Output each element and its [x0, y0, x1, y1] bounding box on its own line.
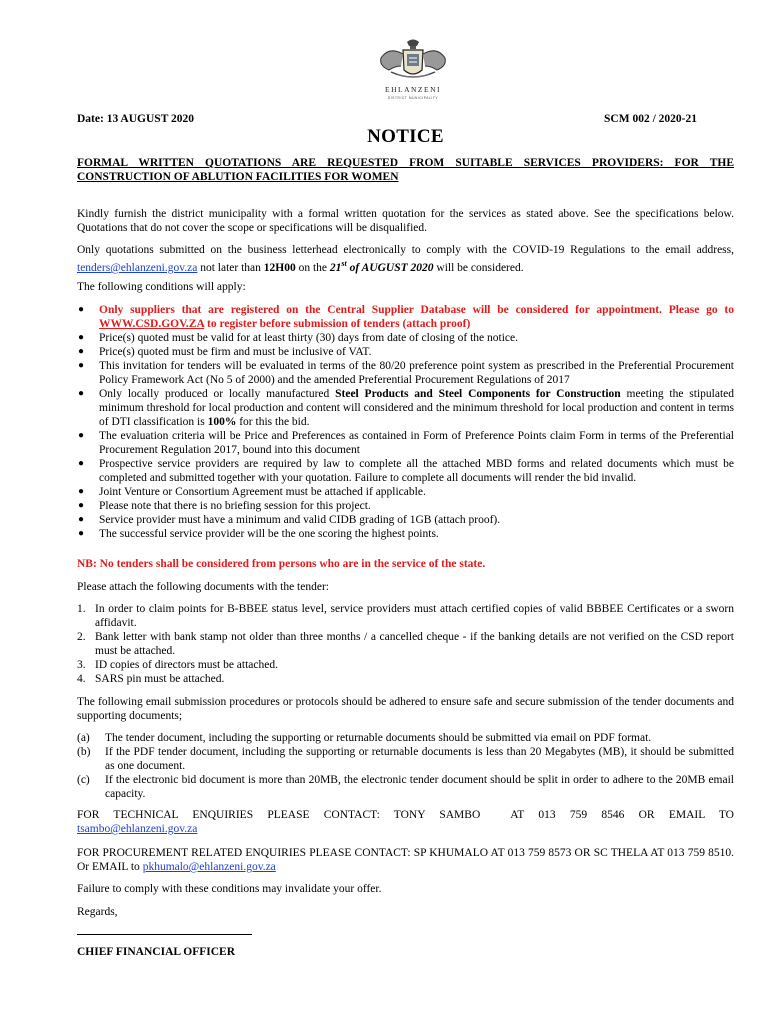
bullet-icon: ●	[78, 430, 85, 441]
condition-item	[77, 485, 734, 499]
regards-text: Regards,	[77, 906, 118, 918]
item-number: (b)	[77, 746, 91, 758]
document-text: SARS pin must be attached.	[95, 673, 225, 685]
item-number: (a)	[77, 732, 90, 744]
submission-text: on the	[295, 261, 330, 274]
document-text: Bank letter with bank stamp not older than three months / a cancelled cheque - if the banking details are not verified on the CSD report must be attached.	[95, 631, 734, 657]
page-title: NOTICE	[367, 126, 444, 147]
date-row	[77, 112, 697, 126]
procedure-text: The tender document, including the supporting or returnable documents should be submitted via email on PDF format.	[105, 732, 652, 744]
tenders-email-link[interactable]: tenders@ehlanzeni.gov.za	[77, 261, 198, 274]
failure-note: Failure to comply with these conditions may invalidate your offer.	[77, 883, 382, 895]
bullet-icon: ●	[78, 500, 85, 511]
condition-text: This invitation for tenders will be evaluated in terms of the 80/20 preference point system as prescribed in the Preferential Procurement Policy Framework Act (No 5 of 2000) and the amended Preferential Procurement Regulations of 2017	[99, 360, 734, 386]
procedure-text: If the electronic bid document is more than 20MB, the electronic tender document should be split in order to adhere to the 20MB email capacity.	[105, 774, 734, 800]
conditions-intro: The following conditions will apply:	[77, 281, 246, 293]
condition-text: Price(s) quoted must be firm and must be inclusive of VAT.	[99, 346, 372, 358]
local-content-threshold: 100%	[207, 416, 237, 428]
condition-text: Only locally produced or locally manufactured	[99, 388, 336, 400]
condition-item	[77, 303, 734, 331]
item-number: 4.	[77, 673, 86, 685]
submission-paragraph	[77, 243, 734, 275]
submission-text: not later than	[197, 261, 264, 274]
condition-text: Prospective service providers are required by law to complete all the attached MBD forms and related documents which must be completed and submitted together with your quotation. Failure to complete all documents will render the bid invalid.	[99, 458, 734, 484]
deadline-day: 21	[329, 261, 342, 274]
bullet-icon: ●	[78, 514, 85, 525]
reference-number: SCM 002 / 2020-21	[604, 113, 697, 125]
procurement-contact-text: FOR PROCUREMENT RELATED ENQUIRIES PLEASE CONTACT: SP KHUMALO AT 013 759 8573 OR SC THELA AT 013 759 8510. Or EMAIL to	[77, 847, 734, 873]
bullet-icon: ●	[78, 360, 85, 371]
condition-text: Please note that there is no briefing session for this project.	[99, 500, 371, 512]
notice-heading: FORMAL WRITTEN QUOTATIONS ARE REQUESTED FROM SUITABLE SERVICES PROVIDERS: FOR THE CONSTRUCTION OF ABLUTION FACILITIES FOR WOMEN	[77, 157, 734, 183]
submission-text: will be considered.	[433, 261, 524, 274]
condition-item	[77, 429, 734, 457]
logo-text: EHLANZENI	[385, 85, 441, 94]
deadline-time: 12H00	[263, 261, 296, 274]
condition-item	[77, 457, 734, 485]
condition-item	[77, 359, 734, 387]
technical-contact-text: FOR TECHNICAL ENQUIRIES PLEASE CONTACT: TONY SAMBO	[77, 809, 481, 821]
signature-line	[77, 934, 252, 935]
procedures-list	[77, 731, 734, 801]
condition-text: to register before submission of tenders (attach proof)	[204, 318, 471, 330]
ehlanzeni-coat-of-arms-logo	[367, 36, 459, 104]
document-text: In order to claim points for B-BBEE status level, service providers must attach certified copies of valid BBBEE Certificates or a sworn affidavit.	[95, 603, 734, 629]
conditions-list	[77, 303, 734, 541]
item-number: 3.	[77, 659, 86, 671]
procedure-item	[77, 745, 734, 773]
item-number: (c)	[77, 774, 90, 786]
signatory-title: CHIEF FINANCIAL OFFICER	[77, 946, 236, 958]
document-text: ID copies of directors must be attached.	[95, 659, 278, 671]
condition-text: meeting the stipulated minimum threshold for local production and content will considered and the minimum threshold for local production and content in terms of DTI classification is	[99, 388, 734, 428]
deadline-day-suffix: st	[341, 259, 347, 268]
technical-contact-phone: AT 013 759 8546 OR EMAIL TO	[510, 809, 734, 821]
procedure-text: If the PDF tender document, including the supporting or returnable documents is less than 20 Megabytes (MB), it should be submitted as one document.	[105, 746, 734, 772]
condition-text: Service provider must have a minimum and valid CIDB grading of 1GB (attach proof).	[99, 514, 501, 526]
condition-text: for this the bid.	[236, 416, 310, 428]
deadline-month: of AUGUST 2020	[346, 261, 434, 274]
procedure-item	[77, 731, 734, 745]
email-procedures-intro: The following email submission procedures or protocols should be adhered to ensure safe and secure submission of the tender documents and supporting documents;	[77, 696, 734, 722]
item-number: 2.	[77, 631, 86, 643]
document-item	[77, 672, 734, 686]
nb-warning: NB: No tenders shall be considered from persons who are in the service of the state.	[77, 558, 486, 570]
technical-enquiries	[77, 808, 734, 822]
attach-intro: Please attach the following documents with the tender:	[77, 581, 329, 593]
condition-text: Only suppliers that are registered on the Central Supplier Database will be considered for appointment. Please go to	[99, 304, 734, 316]
document-item	[77, 658, 734, 672]
condition-item	[77, 499, 734, 513]
bullet-icon: ●	[78, 528, 85, 539]
condition-bold-text: Steel Products and Steel Components for Construction	[335, 388, 621, 400]
condition-item	[77, 331, 734, 345]
bullet-icon: ●	[78, 486, 85, 497]
procurement-enquiries	[77, 846, 734, 874]
condition-text: The evaluation criteria will be Price and Preferences as contained in Form of Preference Points claim Form in terms of the Preferential Procurement Regulation 2017, bound into this document	[99, 430, 734, 456]
condition-text: Joint Venture or Consortium Agreement must be attached if applicable.	[99, 486, 426, 498]
bullet-icon: ●	[78, 346, 85, 357]
condition-item	[77, 513, 734, 527]
bullet-icon: ●	[78, 458, 85, 469]
bullet-icon: ●	[78, 304, 85, 315]
condition-text: Price(s) quoted must be valid for at least thirty (30) days from date of closing of the notice.	[99, 332, 518, 344]
condition-item	[77, 387, 734, 429]
intro-paragraph: Kindly furnish the district municipality with a formal written quotation for the services as stated above. See the specifications below. Quotations that do not cover the scope or specifications will be disqualified.	[77, 208, 734, 234]
technical-email-row	[77, 822, 734, 836]
submission-text: Only quotations submitted on the business letterhead electronically to comply with the COVID-19 Regulations to the email address,	[77, 244, 734, 256]
document-item	[77, 602, 734, 630]
item-number: 1.	[77, 603, 86, 615]
procedure-item	[77, 773, 734, 801]
bullet-icon: ●	[78, 332, 85, 343]
bullet-icon: ●	[78, 388, 85, 399]
notice-date: Date: 13 AUGUST 2020	[77, 113, 195, 125]
technical-email-link[interactable]: tsambo@ehlanzeni.gov.za	[77, 823, 198, 835]
document-item	[77, 630, 734, 658]
procurement-email-link[interactable]: pkhumalo@ehlanzeni.gov.za	[142, 861, 276, 873]
condition-item	[77, 345, 734, 359]
condition-text: The successful service provider will be the one scoring the highest points.	[99, 528, 439, 540]
condition-item	[77, 527, 734, 541]
documents-list	[77, 602, 734, 686]
csd-website-link[interactable]: WWW.CSD.GOV.ZA	[99, 318, 205, 330]
logo-subtext: DISTRICT MUNICIPALITY	[387, 96, 439, 100]
